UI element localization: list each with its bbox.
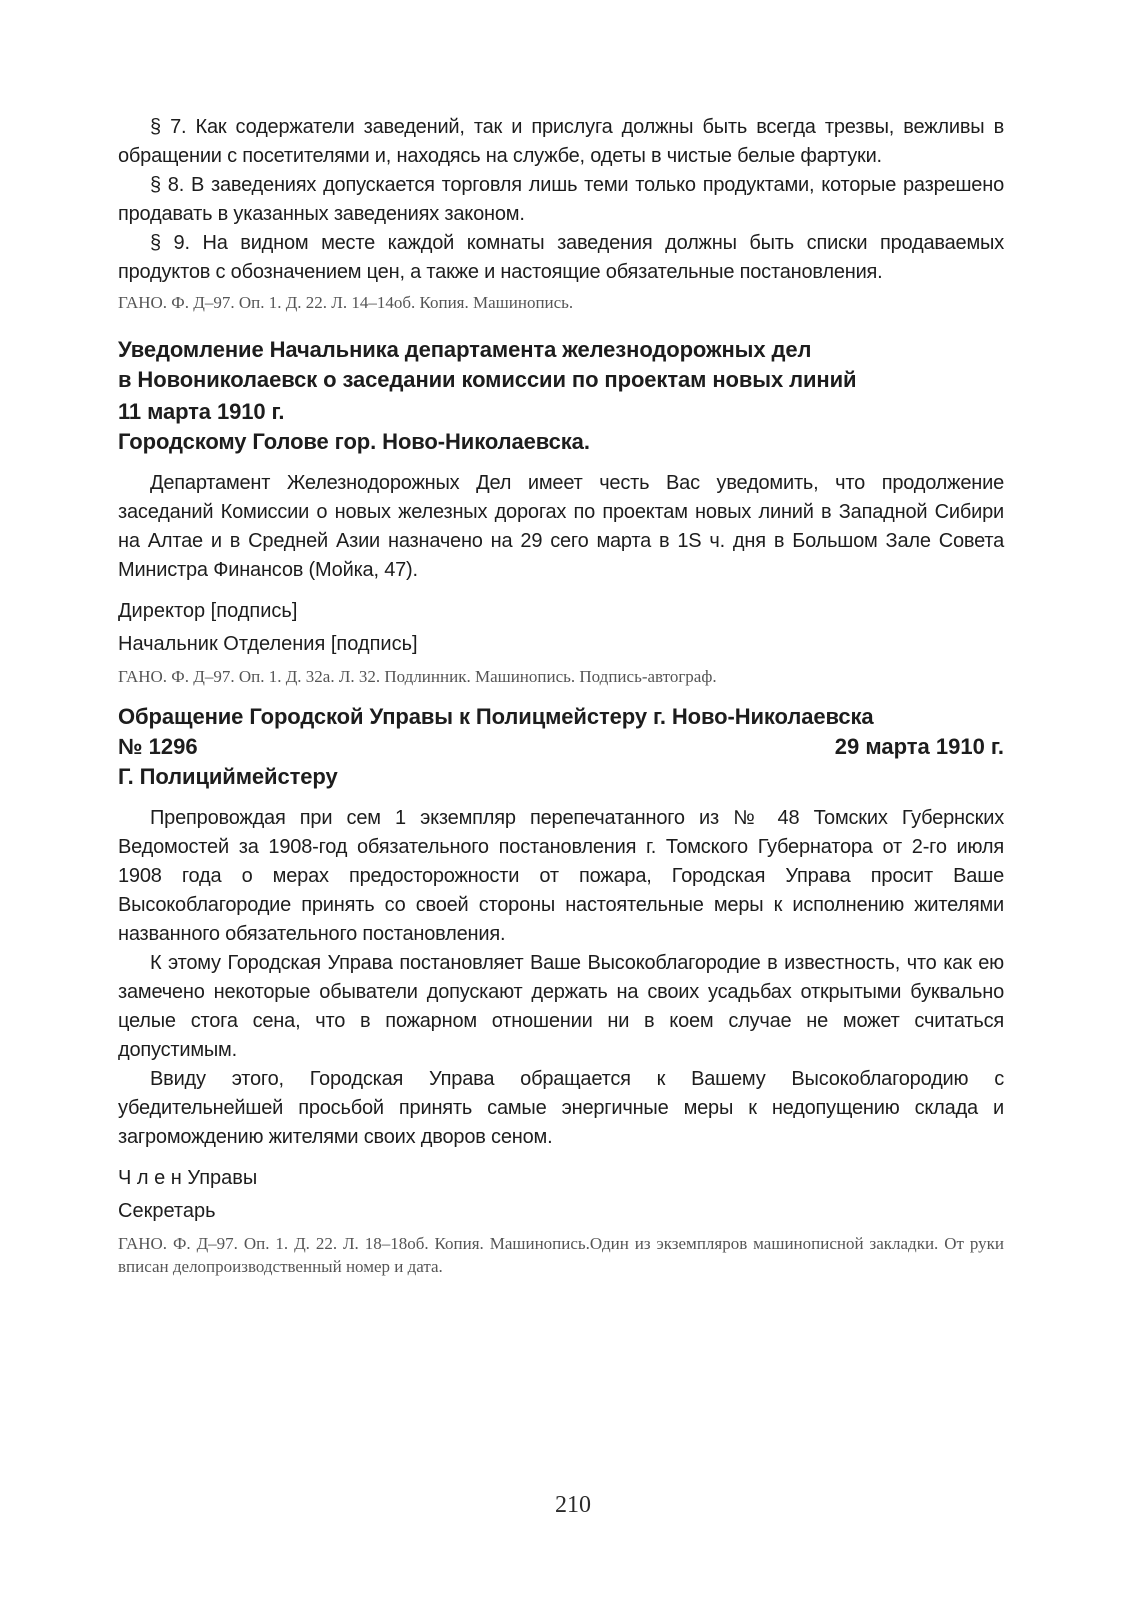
paragraph-1: Препровождая при сем 1 экземпляр перепечатанного из № 48 Томских Губернских Ведомостей за 1908-год обязательного постановления г. Томского Губернатора от 2-го июля 1908 года о мерах предосторожности от пожара, Городская Управа просит Ваше Высокоблагородие принять со своей стороны настоятельные меры к исполнению жителями названного обязательного постановления.	[118, 807, 1004, 945]
paragraph-7: § 7. Как содержатели заведений, так и прислуга должны быть всегда трезвы, вежливы в обращении с посетителями и, находясь на службе, одеты в чистые белые фартуки.	[118, 116, 1004, 167]
signature-director: Директор [подпись]	[118, 600, 298, 622]
document-addressee: Г. Полициймейстеру	[118, 764, 338, 789]
paragraph-2: К этому Городская Управа постановляет Ваше Высокоблагородие в известность, что как ею замечено некоторые обыватели допускают держать на своих усадьбах открытыми буквально целые стога сена, что в пожарном отношении ни в коем случае не может считаться допустимым.	[118, 952, 1004, 1061]
document-title: Обращение Городской Управы к Полицмейстеру г. Ново-Николаевска	[118, 704, 874, 729]
document-date: 11 марта 1910 г.	[118, 399, 285, 424]
archive-source: ГАНО. Ф. Д–97. Оп. 1. Д. 32а. Л. 32. Подлинник. Машинопись. Подпись-автограф.	[118, 667, 717, 686]
document-title-line-1: Уведомление Начальника департамента железнодорожных дел	[118, 337, 812, 362]
number-date-row	[118, 732, 1004, 762]
paragraph-3: Ввиду этого, Городская Управа обращается к Вашему Высокоблагородию с убедительнейшей просьбой принять самые энергичные меры к недопущению склада и загромождению жителями своих дворов сеном.	[118, 1068, 1004, 1148]
signature-secretary: Секретарь	[118, 1200, 216, 1222]
signature-head-of-department: Начальник Отделения [подпись]	[118, 633, 418, 655]
document-body: Департамент Железнодорожных Дел имеет честь Вас уведомить, что продолжение заседаний Комиссии о новых железных дорогах по проектам новых линий в Западной Сибири на Алтае и в Средней Азии назначено на 29 сего марта в 1S ч. дня в Большом Зале Совета Министра Финансов (Мойка, 47).	[118, 472, 1004, 581]
section-regulations	[118, 113, 1004, 314]
archive-source: ГАНО. Ф. Д–97. Оп. 1. Д. 22. Л. 18–18об. Копия. Машинопись.Один из экземпляров машинописной закладки. От руки вписан делопроизводственный номер и дата.	[118, 1234, 1004, 1276]
section-notification	[118, 335, 1004, 688]
archive-source: ГАНО. Ф. Д–97. Оп. 1. Д. 22. Л. 14–14об. Копия. Машинопись.	[118, 293, 574, 312]
document-number: № 1296	[118, 734, 198, 759]
document-title-line-2: в Новониколаевск о заседании комиссии по проектам новых линий	[118, 367, 857, 392]
signature-member: Ч л е н Управы	[118, 1167, 258, 1189]
paragraph-8: § 8. В заведениях допускается торговля лишь теми только продуктами, которые разрешено продавать в указанных заведениях законом.	[118, 174, 1004, 225]
document-date: 29 марта 1910 г.	[834, 734, 1004, 759]
page-number: 210	[555, 1492, 591, 1518]
document-addressee: Городскому Голове гор. Ново-Николаевска.	[118, 429, 590, 454]
section-appeal	[118, 702, 1004, 1278]
document-page	[118, 0, 1004, 1616]
paragraph-9: § 9. На видном месте каждой комнаты заведения должны быть списки продаваемых продуктов с обозначением цен, а также и настоящие обязательные постановления.	[118, 232, 1004, 283]
